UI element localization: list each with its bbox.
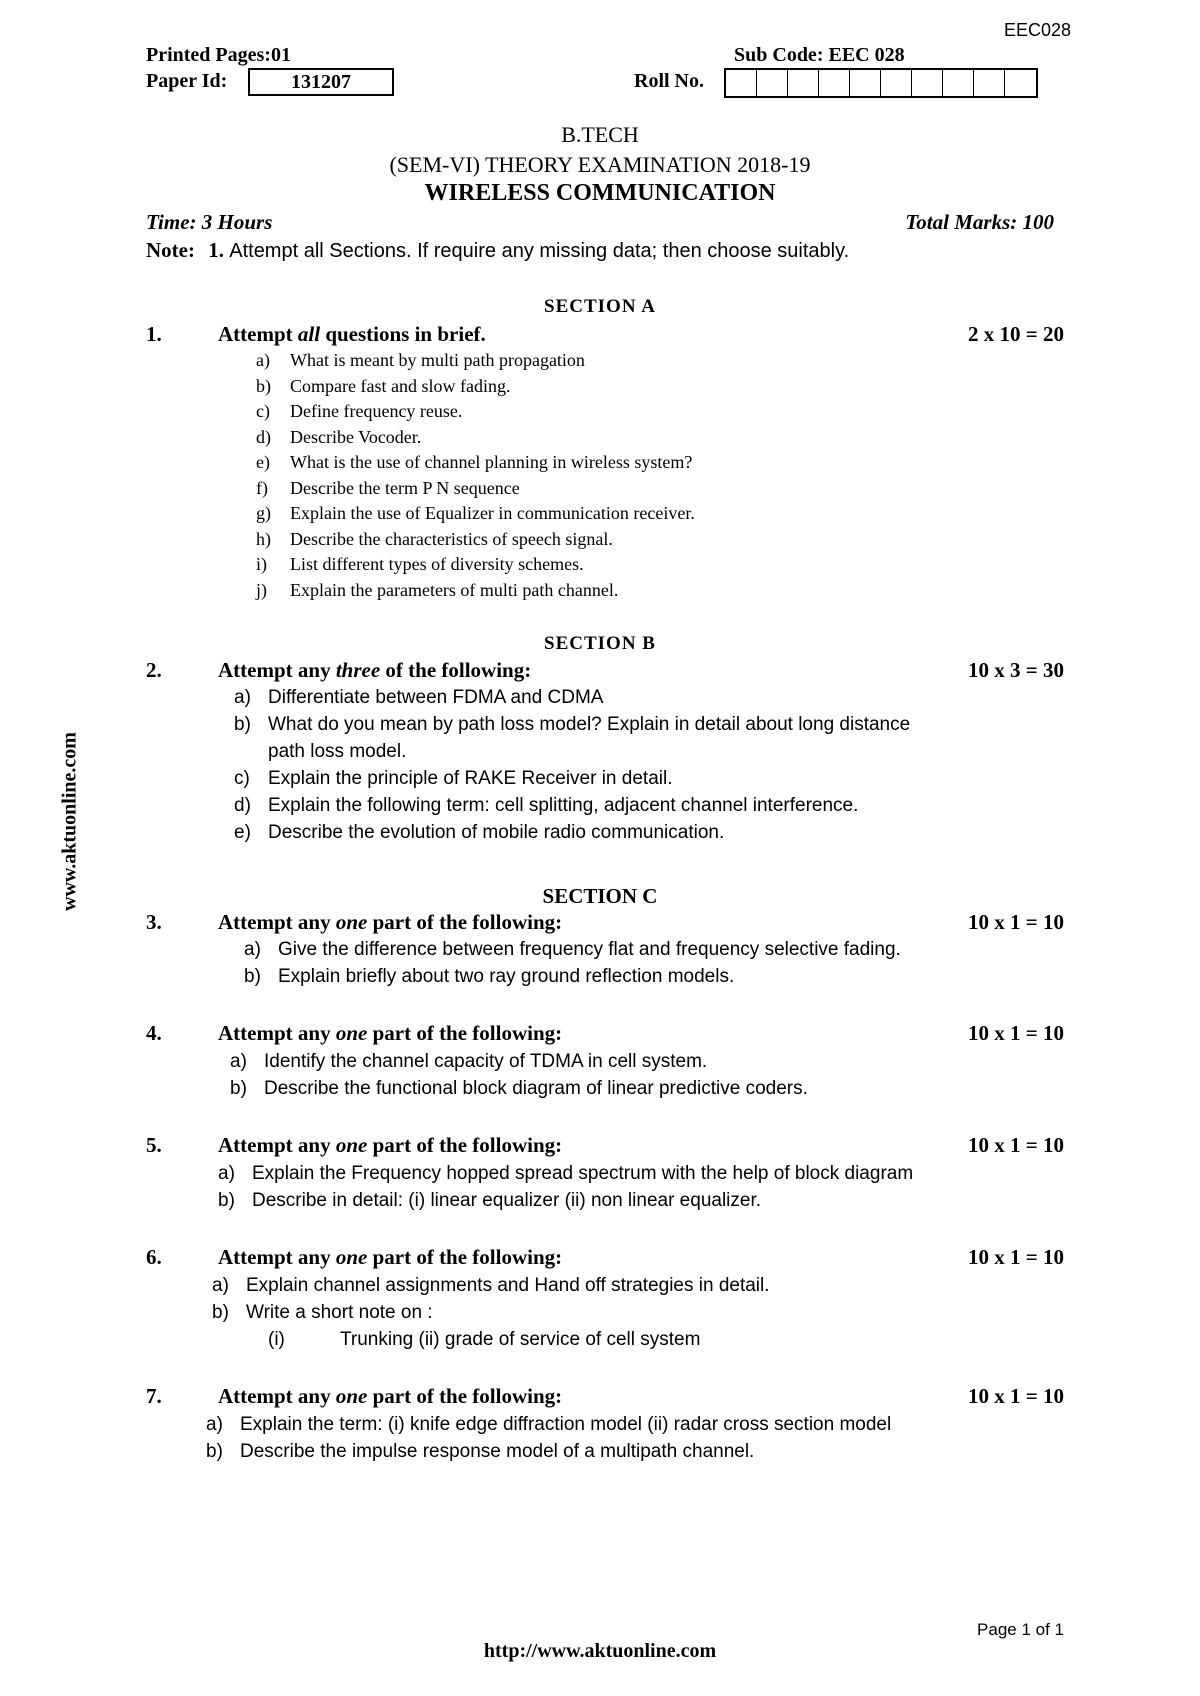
item-text: Define frequency reuse.	[290, 401, 463, 421]
list-item	[234, 684, 910, 711]
subject-title: WIRELESS COMMUNICATION	[424, 180, 776, 206]
list-item	[212, 1326, 770, 1353]
list-item	[256, 399, 695, 425]
question-3-number: 3.	[146, 910, 162, 934]
list-item	[256, 527, 695, 553]
question-4-number: 4.	[146, 1021, 162, 1045]
roll-no-cell	[1005, 70, 1036, 96]
question-1-number: 1.	[146, 322, 162, 346]
q6-head-em: one	[335, 1245, 368, 1269]
roll-no-cell	[850, 70, 881, 96]
item-text: Explain the parameters of multi path channel.	[290, 579, 619, 600]
question-7-number: 7.	[146, 1384, 162, 1408]
item-text: What is meant by multi path propagation	[290, 350, 585, 370]
question-3-marks: 10 x 1 = 10	[968, 910, 1064, 934]
item-text: Explain the principle of RAKE Receiver in detail.	[268, 768, 673, 789]
question-7-list	[206, 1411, 891, 1465]
exam-note	[146, 238, 849, 263]
question-6-number: 6.	[146, 1245, 162, 1269]
roll-no-label: Roll No.	[634, 70, 704, 92]
note-label: Note:	[146, 238, 195, 262]
section-a-title: SECTION A	[544, 296, 656, 317]
question-7-heading	[218, 1384, 562, 1409]
list-item	[256, 578, 695, 604]
roll-no-cell	[819, 70, 850, 96]
list-item	[206, 1438, 891, 1465]
section-c-title: SECTION C	[542, 884, 658, 908]
question-6-list	[212, 1272, 770, 1353]
list-item	[256, 476, 695, 502]
item-text: What do you mean by path loss model? Explain in detail about long distance	[268, 714, 911, 735]
q4-head-em: one	[335, 1021, 368, 1045]
item-text: What is the use of channel planning in wireless system?	[290, 452, 693, 472]
roll-no-cell	[757, 70, 788, 96]
question-2-number: 2.	[146, 658, 162, 682]
item-label: i)	[256, 554, 267, 574]
q4-head-post: part of the following:	[367, 1021, 563, 1045]
item-label: a)	[244, 939, 261, 960]
list-item	[206, 1411, 891, 1438]
list-item	[218, 1187, 913, 1214]
question-7-marks: 10 x 1 = 10	[968, 1384, 1064, 1408]
item-label: (i)	[268, 1329, 285, 1350]
item-text: Describe the evolution of mobile radio communication.	[268, 822, 725, 843]
roll-no-cell	[881, 70, 912, 96]
item-label: b)	[256, 375, 271, 396]
roll-no-cell	[726, 70, 757, 96]
footer-url[interactable]: http://www.aktuonline.com	[483, 1640, 717, 1662]
list-item	[230, 1048, 808, 1075]
item-label: d)	[256, 426, 271, 447]
item-label: d)	[234, 795, 251, 816]
item-text: Explain briefly about two ray ground reflection models.	[278, 966, 735, 987]
sub-code: Sub Code: EEC 028	[734, 44, 905, 66]
exam-time: Time: 3 Hours	[146, 210, 273, 234]
list-item	[234, 792, 910, 819]
q3-head-em: one	[335, 910, 368, 934]
q3-head-pre: Attempt any	[218, 910, 336, 934]
question-4-heading	[218, 1021, 562, 1046]
item-text: Explain channel assignments and Hand off strategies in detail.	[246, 1275, 770, 1296]
list-item	[256, 501, 695, 527]
question-3-list	[244, 936, 901, 990]
roll-no-cell	[788, 70, 819, 96]
roll-no-cell	[974, 70, 1005, 96]
item-label: e)	[256, 452, 270, 472]
item-label: b)	[230, 1078, 247, 1099]
item-label: b)	[244, 966, 261, 987]
q7-head-post: part of the following:	[367, 1384, 563, 1408]
list-item	[234, 765, 910, 792]
roll-no-boxes	[724, 68, 1038, 98]
list-item	[212, 1299, 770, 1326]
item-text: Explain the following term: cell splitting, adjacent channel interference.	[268, 795, 859, 816]
question-3-heading	[218, 910, 562, 935]
question-6-marks: 10 x 1 = 10	[968, 1245, 1064, 1269]
item-label: c)	[234, 768, 250, 789]
q4-head-pre: Attempt any	[218, 1021, 336, 1045]
item-label: a)	[206, 1414, 223, 1435]
q2-head-pre: Attempt any	[218, 658, 336, 682]
paper-code: EEC028	[1004, 20, 1072, 40]
q5-head-post: part of the following:	[367, 1133, 563, 1157]
question-1-list	[256, 348, 695, 603]
q7-head-pre: Attempt any	[218, 1384, 336, 1408]
item-text: Identify the channel capacity of TDMA in cell system.	[264, 1051, 708, 1072]
page-number: Page 1 of 1	[977, 1620, 1064, 1639]
item-label: g)	[256, 503, 271, 523]
list-item	[244, 963, 901, 990]
list-item	[256, 374, 695, 400]
item-label: a)	[230, 1051, 247, 1072]
item-label: a)	[234, 687, 251, 708]
item-label: b)	[218, 1190, 235, 1211]
q2-head-em: three	[335, 658, 381, 682]
total-marks: Total Marks: 100	[905, 210, 1054, 234]
printed-pages: Printed Pages:01	[146, 44, 291, 66]
q1-head-pre: Attempt	[218, 322, 298, 346]
question-4-list	[230, 1048, 808, 1102]
paper-id-box: 131207	[248, 68, 394, 96]
note-number: 1.	[208, 238, 224, 262]
section-b-title: SECTION B	[544, 633, 656, 654]
roll-no-cell	[943, 70, 974, 96]
q1-head-post: questions in brief.	[320, 322, 486, 346]
q5-head-em: one	[335, 1133, 368, 1157]
item-text: Describe the impulse response model of a multipath channel.	[240, 1441, 755, 1462]
item-text: Compare fast and slow fading.	[290, 375, 511, 396]
question-5-heading	[218, 1133, 562, 1158]
item-text: Describe in detail: (i) linear equalizer (ii) non linear equalizer.	[252, 1190, 762, 1211]
item-label: a)	[256, 350, 270, 370]
q3-head-post: part of the following:	[367, 910, 563, 934]
item-text: Write a short note on :	[246, 1302, 433, 1323]
q6-head-pre: Attempt any	[218, 1245, 336, 1269]
item-text: Give the difference between frequency flat and frequency selective fading.	[278, 939, 901, 960]
item-text: Explain the Frequency hopped spread spectrum with the help of block diagram	[252, 1163, 914, 1184]
item-text: path loss model.	[268, 741, 407, 762]
list-item	[212, 1272, 770, 1299]
question-5-marks: 10 x 1 = 10	[968, 1133, 1064, 1157]
item-label: a)	[212, 1275, 229, 1296]
paper-id-label: Paper Id:	[146, 70, 228, 92]
list-item	[256, 348, 695, 374]
list-item	[234, 738, 910, 765]
note-text: Attempt all Sections. If require any missing data; then choose suitably.	[229, 240, 850, 262]
list-item	[244, 936, 901, 963]
item-label: e)	[234, 822, 251, 843]
item-label: f)	[256, 477, 268, 498]
item-label: c)	[256, 401, 270, 421]
q6-head-post: part of the following:	[367, 1245, 563, 1269]
list-item	[234, 819, 910, 846]
question-1-marks: 2 x 10 = 20	[968, 322, 1064, 346]
roll-no-cell	[912, 70, 943, 96]
exam-title: (SEM-VI) THEORY EXAMINATION 2018-19	[389, 152, 811, 177]
degree-title: B.TECH	[561, 122, 639, 147]
question-2-list	[234, 684, 910, 846]
item-text: Explain the term: (i) knife edge diffraction model (ii) radar cross section model	[240, 1414, 892, 1435]
q5-head-pre: Attempt any	[218, 1133, 336, 1157]
question-2-marks: 10 x 3 = 30	[968, 658, 1064, 682]
side-website-text: www.aktuonline.com	[58, 732, 81, 911]
list-item	[256, 552, 695, 578]
question-5-number: 5.	[146, 1133, 162, 1157]
list-item	[230, 1075, 808, 1102]
list-item	[234, 711, 910, 738]
item-label: h)	[256, 528, 271, 549]
item-label: b)	[234, 714, 251, 735]
q2-head-post: of the following:	[380, 658, 532, 682]
item-label: b)	[212, 1302, 229, 1323]
question-4-marks: 10 x 1 = 10	[968, 1021, 1064, 1045]
item-text: Differentiate between FDMA and CDMA	[268, 687, 604, 708]
item-text: Describe the characteristics of speech signal.	[290, 528, 613, 549]
item-text: Trunking (ii) grade of service of cell system	[340, 1329, 701, 1350]
q1-head-em: all	[297, 322, 321, 346]
item-text: Describe the functional block diagram of linear predictive coders.	[264, 1078, 808, 1099]
item-text: Describe the term P N sequence	[290, 477, 520, 498]
item-text: List different types of diversity schemes.	[290, 554, 584, 574]
item-text: Describe Vocoder.	[290, 426, 422, 447]
item-label: j)	[256, 579, 267, 600]
list-item	[256, 450, 695, 476]
question-5-list	[218, 1160, 913, 1214]
item-text: Explain the use of Equalizer in communication receiver.	[290, 503, 695, 523]
q7-head-em: one	[335, 1384, 368, 1408]
question-6-heading	[218, 1245, 562, 1270]
list-item	[256, 425, 695, 451]
question-1-heading	[218, 322, 486, 347]
item-label: b)	[206, 1441, 223, 1462]
item-label: a)	[218, 1163, 235, 1184]
question-2-heading	[218, 658, 531, 683]
list-item	[218, 1160, 913, 1187]
